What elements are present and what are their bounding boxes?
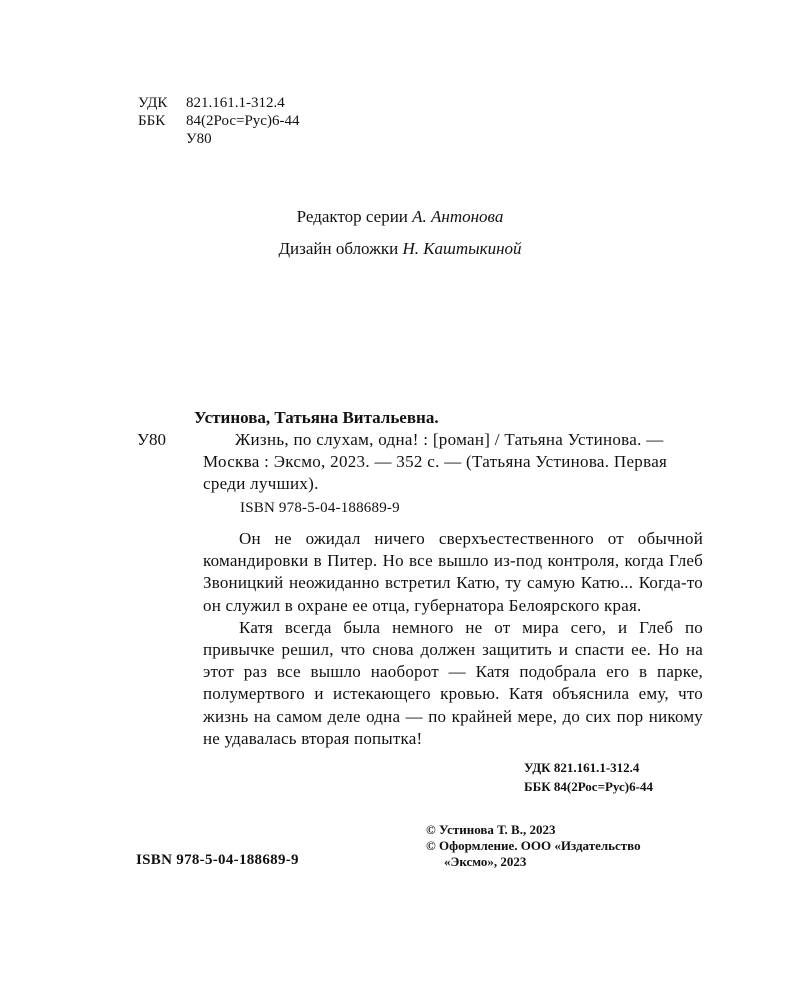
copyright-block <box>426 822 716 870</box>
bbk-label: ББК <box>138 113 166 129</box>
copyright-design: © Оформление. ООО «Издательство <box>426 838 641 853</box>
card-author: Устинова, Татьяна Витальевна. <box>194 408 439 427</box>
series-editor-credit <box>0 207 800 227</box>
cover-design-label: Дизайн обложки <box>278 239 399 258</box>
author-sign-row <box>138 130 299 148</box>
series-editor-label: Редактор серии <box>296 207 408 226</box>
annotation-paragraph-2: Катя всегда была немного не от мира сего, и Глеб по привычке решил, что снова должен защитить и спасти ее. Но на этот раз все вышло наоборот — Катя подобрала его в парке, полумертвого и истекающего кровью. Катя объяснила ему, что жизнь на самом деле одна — по крайней мере, до сих пор никому не удавалась вторая попытка! <box>203 617 703 748</box>
card-code: У80 <box>137 430 167 449</box>
classification-bottom <box>524 758 653 796</box>
cover-design-name: Н. Каштыкиной <box>402 239 522 258</box>
udk-value: 821.161.1-312.4 <box>186 95 285 111</box>
isbn-bottom: ISBN 978-5-04-188689-9 <box>136 852 299 868</box>
cover-design-credit <box>0 239 800 259</box>
annotation-paragraph-1: Он не ожидал ничего сверхъестественного от обычной командировки в Питер. Но все вышло из-под контроля, когда Глеб Звоницкий неожиданно встретил Катю, ту самую Катю... Когда-то он служил в охране ее отца, губернатора Белоярского края. <box>203 529 703 615</box>
udk-row <box>138 94 299 112</box>
bbk-value: 84(2Рос=Рус)6-44 <box>186 113 300 129</box>
annotation <box>203 528 703 750</box>
udk-bottom: УДК 821.161.1-312.4 <box>524 760 640 775</box>
bbk-row <box>138 112 299 130</box>
copyright-publisher: «Эксмо», 2023 <box>444 854 527 869</box>
card-description-text: Жизнь, по слухам, одна! : [роман] / Татьяна Устинова. — Москва : Эксмо, 2023. — 352 с. — (Татьяна Устинова. Первая среди лучших). <box>203 430 668 493</box>
card-description <box>203 429 703 495</box>
author-sign: У80 <box>186 131 212 147</box>
copyright-author: © Устинова Т. В., 2023 <box>426 822 556 837</box>
bbk-bottom: ББК 84(2Рос=Рус)6-44 <box>524 779 653 794</box>
series-editor-name: А. Антонова <box>412 207 504 226</box>
udk-label: УДК <box>138 95 168 111</box>
card-isbn: ISBN 978-5-04-188689-9 <box>240 500 400 516</box>
classification-top <box>138 94 299 148</box>
